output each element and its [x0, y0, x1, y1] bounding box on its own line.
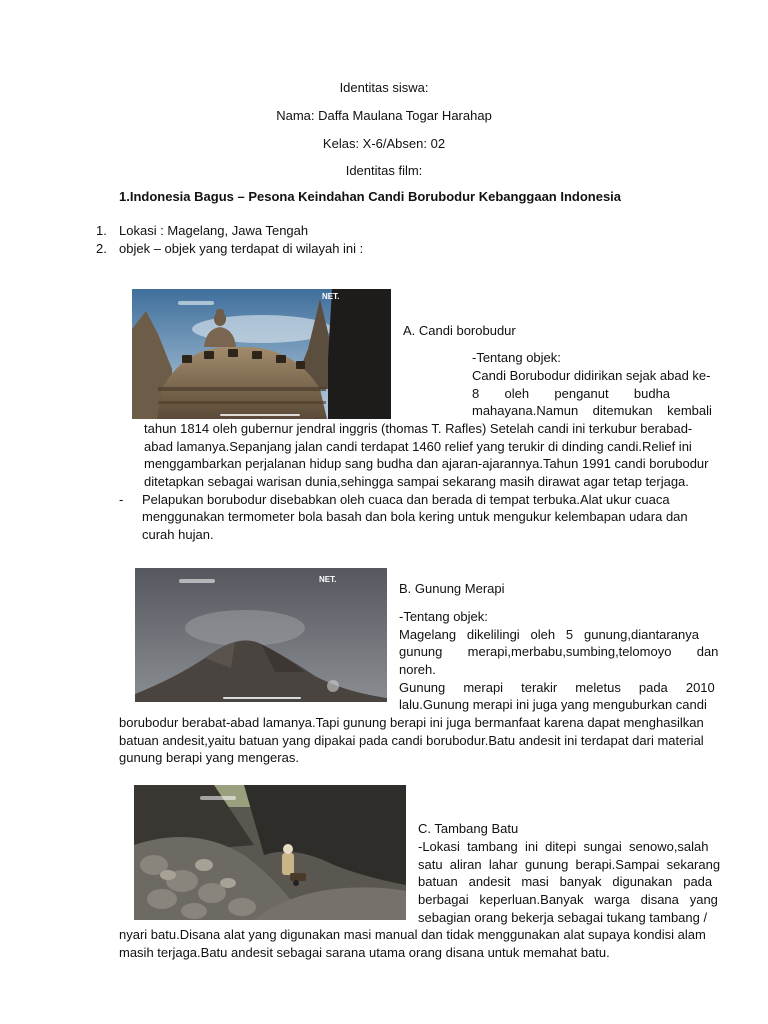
section-b-line1: Magelang dikelilingi oleh 5 gunung,diantaranya [399, 627, 699, 642]
section-b-line3: noreh. [399, 662, 436, 677]
section-a-line1: Candi Borubodur didirikan sejak abad ke- [472, 368, 711, 383]
section-b-subheading: -Tentang objek: [399, 609, 488, 624]
list-number-1: 1. [96, 223, 107, 238]
section-b-line4: Gunung merapi terakir meletus pada 2010 [399, 680, 715, 695]
section-b-line5: lalu.Gunung merapi ini juga yang menguburkan candi [399, 697, 707, 712]
list-number-2: 2. [96, 241, 107, 256]
photo-tambang-batu [134, 785, 406, 920]
section-b-line7: batuan andesit,yaitu batuan yang dipakai pada candi borubodur.Batu andesit ini terdapat dari material [119, 733, 704, 748]
section-a-line6: menggambarkan perjalanan hidup sang budha dan ajaran-ajarannya.Tahun 1991 candi borubodur [144, 456, 709, 471]
section-b-line6: borubodur berabat-abad lamanya.Tapi gunung berapi ini juga bermanfaat karena dapat menghasilkan [119, 715, 704, 730]
photo-gunung-merapi [135, 568, 387, 702]
section-b-line2: gunung merapi,merbabu,sumbing,telomoyo dan [399, 644, 719, 659]
section-a-line5: abad lamanya.Sepanjang jalan candi terdapat 1460 relief yang terukir di dinding candi.Relief ini [144, 439, 692, 454]
svg-text:NET.: NET. [322, 292, 340, 301]
section-a-bullet-line2: menggunakan termometer bola basah dan bola kering untuk mengukur kelembapan udara dan [142, 509, 688, 524]
section-b-line8: gunung berapi yang mengeras. [119, 750, 299, 765]
section-c-line5: sebagian orang bekerja sebagai tukang tambang / [418, 910, 708, 925]
svg-text:NET.: NET. [319, 575, 337, 584]
section-a-line4: tahun 1814 oleh gubernur jendral inggris (thomas T. Rafles) Setelah candi ini terkubur berabad- [144, 421, 693, 436]
section-c-line1: -Lokasi tambang ini ditepi sungai senowo,salah [418, 839, 709, 854]
identitas-siswa-heading: Identitas siswa: [339, 80, 429, 95]
section-a-subheading: -Tentang objek: [472, 350, 561, 365]
student-name: Nama: Daffa Maulana Togar Harahap [276, 108, 492, 123]
section-a-line7: ditetapkan sebagai warisan dunia,sehingga sampai sekarang masih dirawat agar tetap terjaga. [144, 474, 689, 489]
identitas-film-heading: Identitas film: [345, 163, 423, 178]
section-c-line2: satu aliran lahar gunung berapi.Sampai sekarang [418, 857, 721, 872]
section-a-bullet-marker: - [119, 492, 124, 507]
section-a-bullet-line1: Pelapukan borubodur disebabkan oleh cuaca dan berada di tempat terbuka.Alat ukur cuaca [142, 492, 670, 507]
section-a-bullet-line3: curah hujan. [142, 527, 214, 542]
list-item-lokasi: Lokasi : Magelang, Jawa Tengah [119, 223, 309, 238]
section-a-line2: 8 oleh penganut budha [472, 386, 671, 401]
section-c-line4: berbagai keperluan.Banyak warga disana yang [418, 892, 718, 907]
section-c-line6: nyari batu.Disana alat yang digunakan masi manual dan tidak menggunakan alat supaya kondisi alam [119, 927, 706, 942]
film-title: 1.Indonesia Bagus – Pesona Keindahan Candi Borubodur Kebanggaan Indonesia [119, 189, 622, 204]
photo-candi-borobudur [132, 289, 391, 419]
section-a-line3: mahayana.Namun ditemukan kembali [472, 403, 712, 418]
section-c-line3: batuan andesit masi banyak digunakan pada [418, 874, 713, 889]
section-a-heading: A. Candi borobudur [403, 323, 516, 338]
section-b-heading: B. Gunung Merapi [399, 581, 505, 596]
student-class: Kelas: X-6/Absen: 02 [322, 136, 446, 151]
section-c-line7: masih terjaga.Batu andesit sebagai sarana utama orang disana untuk memahat batu. [119, 945, 610, 960]
section-c-heading: C. Tambang Batu [418, 821, 519, 836]
list-item-objek: objek – objek yang terdapat di wilayah ini : [119, 241, 364, 256]
